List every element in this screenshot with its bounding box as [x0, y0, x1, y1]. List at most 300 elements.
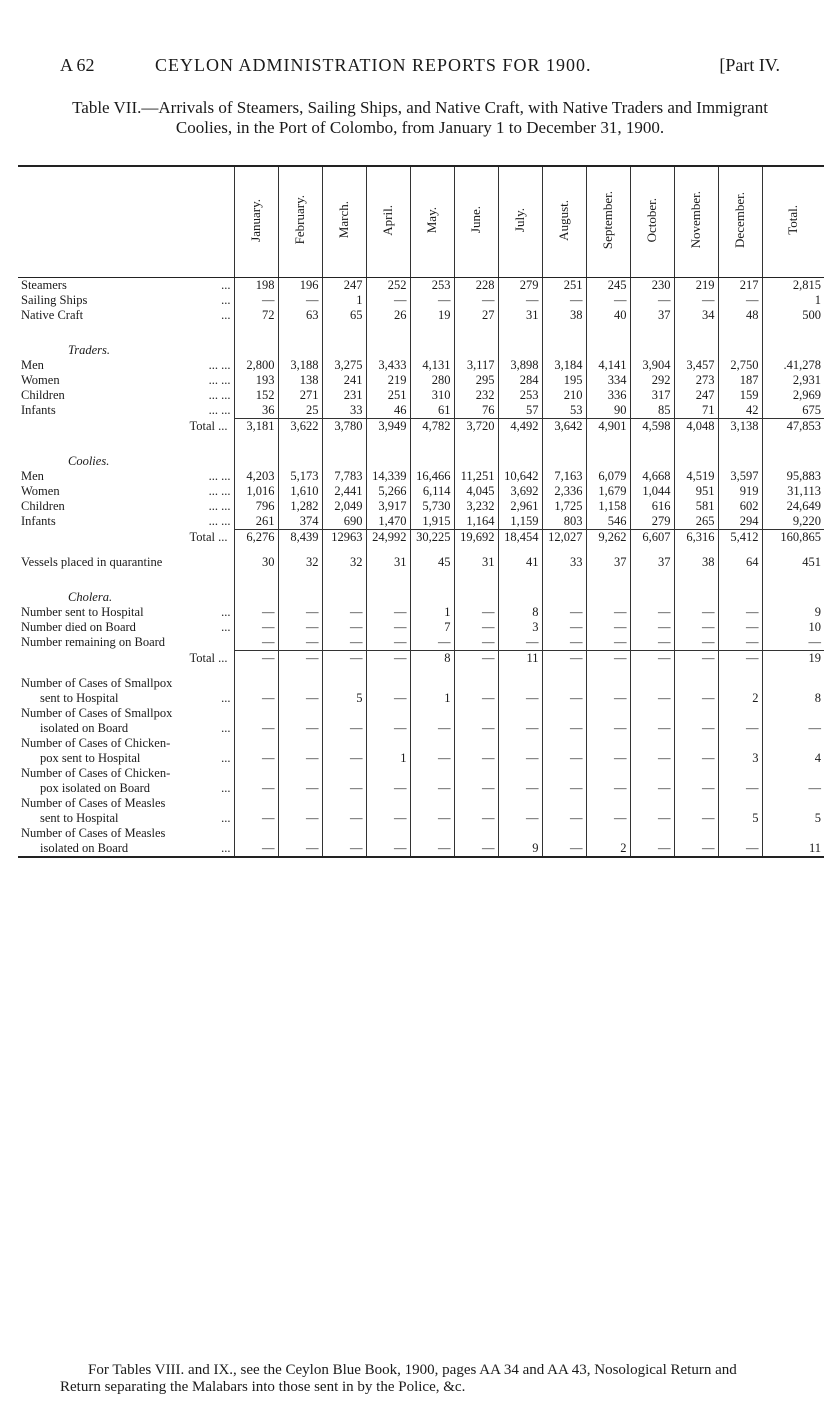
table-cell: — — [674, 293, 718, 308]
leader-dots: ... ... — [208, 514, 231, 529]
table-row — [18, 358, 824, 373]
table-cell: — — [410, 751, 454, 766]
table-cell: — — [498, 811, 542, 826]
arrivals-table — [18, 165, 824, 858]
table-row — [18, 555, 824, 570]
table-cell: 1 — [762, 293, 824, 308]
table-cell: 53 — [542, 403, 586, 419]
table-cell: 41 — [498, 555, 542, 570]
table-title: Table VII.—Arrivals of Steamers, Sailing Ships, and Native Craft, with Native Traders and Immigrant Coolies, in the Port of Colombo, from January 1 to December 31, 1900. — [72, 98, 768, 137]
table-cell: — — [498, 691, 542, 706]
part-label: [Part IV. — [719, 55, 780, 75]
row-label — [18, 403, 234, 419]
table-cell: 6,316 — [674, 530, 718, 546]
table-cell: — — [454, 635, 498, 651]
table-row — [18, 841, 824, 857]
table-cell: — — [718, 605, 762, 620]
table-cell: 265 — [674, 514, 718, 530]
table-cell: — — [542, 811, 586, 826]
leader-dots: ... ... — [208, 358, 231, 372]
table-row — [18, 469, 824, 484]
table-cell: 295 — [454, 373, 498, 388]
row-label — [18, 605, 234, 620]
table-cell: 31 — [498, 308, 542, 323]
table-cell: 196 — [278, 278, 322, 294]
table-cell: — — [322, 811, 366, 826]
row-label-text: Women — [21, 373, 60, 387]
column-header — [586, 166, 630, 278]
table-cell: 18,454 — [498, 530, 542, 546]
table-cell: 4 — [762, 751, 824, 766]
row-label-text: Women — [21, 484, 60, 498]
table-cell: 33 — [542, 555, 586, 570]
table-cell: 3,188 — [278, 358, 322, 373]
table-cell: 4,141 — [586, 358, 630, 373]
table-cell: 6,114 — [410, 484, 454, 499]
table-cell: 1,282 — [278, 499, 322, 514]
table-cell: 11,251 — [454, 469, 498, 484]
spacer-row — [18, 570, 824, 580]
table-cell: 24,992 — [366, 530, 410, 546]
table-cell: — — [278, 781, 322, 796]
table-cell: 3,457 — [674, 358, 718, 373]
table-cell: 3,433 — [366, 358, 410, 373]
column-header — [322, 166, 366, 278]
running-title: CEYLON ADMINISTRATION REPORTS FOR 1900. — [155, 55, 592, 75]
row-label-text: Number of Cases of Smallpox — [21, 706, 173, 720]
table-cell: 9 — [498, 841, 542, 857]
row-label — [18, 469, 234, 484]
row-label-text: Children — [21, 388, 65, 402]
row-label — [18, 635, 234, 651]
table-cell: 247 — [674, 388, 718, 403]
leader-dots: ... — [221, 308, 231, 322]
column-header-label: July. — [512, 207, 527, 233]
table-cell: 71 — [674, 403, 718, 419]
row-label — [18, 706, 234, 721]
table-cell: — — [322, 605, 366, 620]
table-cell: 5,173 — [278, 469, 322, 484]
row-label — [18, 691, 234, 706]
table-row — [18, 811, 824, 826]
table-cell: — — [498, 751, 542, 766]
table-cell: 9 — [762, 605, 824, 620]
table-cell: — — [234, 721, 278, 736]
table-cell: 3,597 — [718, 469, 762, 484]
row-label — [18, 811, 234, 826]
row-label-text: Total ... — [189, 650, 228, 665]
table-cell: 61 — [410, 403, 454, 419]
table-cell: — — [322, 651, 366, 667]
table-cell: — — [542, 721, 586, 736]
table-cell: — — [366, 651, 410, 667]
table-cell: 9,220 — [762, 514, 824, 530]
table-cell: 247 — [322, 278, 366, 294]
table-cell: 65 — [322, 308, 366, 323]
table-cell: 1,159 — [498, 514, 542, 530]
table-cell: — — [410, 811, 454, 826]
page-number: A 62 — [60, 55, 95, 75]
row-label — [18, 530, 234, 546]
table-cell: — — [278, 293, 322, 308]
table-cell: 198 — [234, 278, 278, 294]
table-cell: 951 — [674, 484, 718, 499]
table-cell: 1,725 — [542, 499, 586, 514]
column-header-label: September. — [600, 190, 615, 250]
table-cell: — — [718, 721, 762, 736]
table-cell: 4,519 — [674, 469, 718, 484]
table-cell: — — [454, 841, 498, 857]
table-cell: 48 — [718, 308, 762, 323]
table-cell: 228 — [454, 278, 498, 294]
column-header-label: June. — [468, 206, 483, 234]
column-header — [718, 166, 762, 278]
table-cell: 3,898 — [498, 358, 542, 373]
table-cell: 261 — [234, 514, 278, 530]
row-label-text: Number of Cases of Chicken- — [21, 766, 171, 780]
row-label — [18, 555, 234, 570]
row-label-text: Number sent to Hospital — [21, 605, 144, 619]
table-cell: 90 — [586, 403, 630, 419]
row-label-text: Sailing Ships — [21, 293, 88, 307]
table-cell: 334 — [586, 373, 630, 388]
table-cell: 241 — [322, 373, 366, 388]
table-cell: 252 — [366, 278, 410, 294]
table-cell: 30 — [234, 555, 278, 570]
column-header-label: November. — [688, 191, 703, 249]
table-cell: — — [498, 721, 542, 736]
table-cell: 76 — [454, 403, 498, 419]
table-cell: — — [410, 635, 454, 651]
table-cell: — — [674, 635, 718, 651]
table-cell: 273 — [674, 373, 718, 388]
table-cell: 10 — [762, 620, 824, 635]
table-row — [18, 691, 824, 706]
row-label-text: Infants — [21, 514, 56, 529]
leader-dots: ... — [221, 721, 231, 735]
table-cell: 8,439 — [278, 530, 322, 546]
column-header-label: December. — [732, 192, 747, 248]
table-row — [18, 620, 824, 635]
table-row — [18, 388, 824, 403]
table-cell: 310 — [410, 388, 454, 403]
table-cell: 8 — [762, 691, 824, 706]
row-label-text: Men — [21, 358, 44, 372]
row-label-text: sent to Hospital — [40, 691, 119, 705]
row-label-text: Men — [21, 469, 44, 483]
row-label-text: Number of Cases of Measles — [21, 826, 166, 840]
table-cell: 5,730 — [410, 499, 454, 514]
table-cell: — — [630, 635, 674, 651]
table-cell: — — [454, 293, 498, 308]
column-header-label: October. — [644, 197, 659, 243]
table-cell: — — [322, 620, 366, 635]
table-cell: 6,079 — [586, 469, 630, 484]
table-cell: — — [454, 605, 498, 620]
table-cell: — — [366, 620, 410, 635]
table-cell: 32 — [322, 555, 366, 570]
table-cell: 3,904 — [630, 358, 674, 373]
table-row — [18, 308, 824, 323]
total-row — [18, 651, 824, 667]
column-header — [630, 166, 674, 278]
table-cell: — — [498, 293, 542, 308]
table-cell: 5,266 — [366, 484, 410, 499]
table-cell: — — [454, 751, 498, 766]
table-cell: — — [366, 841, 410, 857]
table-cell: — — [762, 635, 824, 651]
row-label — [18, 590, 234, 605]
table-cell: 10,642 — [498, 469, 542, 484]
table-cell: 7,783 — [322, 469, 366, 484]
row-label — [18, 620, 234, 635]
table-cell: 16,466 — [410, 469, 454, 484]
table-cell: — — [718, 620, 762, 635]
row-label — [18, 388, 234, 403]
table-cell: 2,336 — [542, 484, 586, 499]
table-cell: 1,470 — [366, 514, 410, 530]
table-cell: 4,492 — [498, 419, 542, 435]
row-label-text: Number of Cases of Measles — [21, 796, 166, 810]
table-cell: — — [630, 721, 674, 736]
table-cell: 12,027 — [542, 530, 586, 546]
table-cell: — — [586, 721, 630, 736]
table-cell: 3,117 — [454, 358, 498, 373]
table-cell: — — [234, 635, 278, 651]
table-cell: 4,045 — [454, 484, 498, 499]
table-cell: — — [366, 293, 410, 308]
table-cell: — — [674, 721, 718, 736]
table-cell: 253 — [410, 278, 454, 294]
section-heading-row — [18, 454, 824, 469]
table-cell: 6,276 — [234, 530, 278, 546]
table-cell: 85 — [630, 403, 674, 419]
table-cell: — — [278, 635, 322, 651]
table-cell: 37 — [630, 555, 674, 570]
table-cell: — — [366, 691, 410, 706]
table-cell: 25 — [278, 403, 322, 419]
table-cell: 4,131 — [410, 358, 454, 373]
table-cell: 5 — [762, 811, 824, 826]
table-cell: — — [718, 841, 762, 857]
table-row — [18, 826, 824, 841]
table-cell: 3,949 — [366, 419, 410, 435]
leader-dots: ... — [221, 278, 231, 292]
table-cell: 8 — [410, 651, 454, 667]
table-cell: 1,044 — [630, 484, 674, 499]
column-header — [410, 166, 454, 278]
leader-dots: ... ... — [208, 484, 231, 498]
table-cell: — — [322, 635, 366, 651]
column-header — [366, 166, 410, 278]
table-cell: 3,622 — [278, 419, 322, 435]
table-cell: 47,853 — [762, 419, 824, 435]
column-header-label: March. — [336, 201, 351, 239]
table-cell: 210 — [542, 388, 586, 403]
table-cell: 602 — [718, 499, 762, 514]
table-cell: — — [542, 751, 586, 766]
table-cell: — — [630, 841, 674, 857]
table-cell: — — [718, 781, 762, 796]
table-cell: — — [322, 841, 366, 857]
column-header-label: August. — [556, 199, 571, 241]
row-label-text: Native Craft — [21, 308, 84, 322]
leader-dots: ... — [221, 781, 231, 795]
leader-dots: ... — [221, 605, 231, 619]
row-label-text: pox sent to Hospital — [40, 751, 141, 765]
table-cell: — — [322, 751, 366, 766]
table-cell: — — [586, 781, 630, 796]
row-label-text: isolated on Board — [40, 841, 129, 855]
table-cell: 1 — [410, 605, 454, 620]
table-cell: 219 — [674, 278, 718, 294]
table-cell: — — [542, 635, 586, 651]
total-row — [18, 530, 824, 546]
table-row — [18, 751, 824, 766]
table-cell: 5 — [322, 691, 366, 706]
table-cell: 12963 — [322, 530, 366, 546]
table-cell: 2 — [586, 841, 630, 857]
table-cell: — — [586, 635, 630, 651]
table-cell: 38 — [542, 308, 586, 323]
row-label-text: isolated on Board — [40, 721, 129, 735]
table-cell: 33 — [322, 403, 366, 419]
table-cell: — — [586, 811, 630, 826]
table-cell: 46 — [366, 403, 410, 419]
table-cell: — — [454, 620, 498, 635]
row-label-text: Number of Cases of Chicken- — [21, 736, 171, 750]
table-cell: 2,815 — [762, 278, 824, 294]
table-row — [18, 514, 824, 530]
table-row — [18, 676, 824, 691]
leader-dots: ... — [221, 293, 231, 307]
table-cell: — — [586, 691, 630, 706]
leader-dots: ... — [221, 691, 231, 705]
table-cell: — — [630, 651, 674, 667]
table-cell: 284 — [498, 373, 542, 388]
table-cell: 1,158 — [586, 499, 630, 514]
table-cell: 30,225 — [410, 530, 454, 546]
section-heading-row — [18, 590, 824, 605]
row-label — [18, 676, 234, 691]
table-cell: 4,598 — [630, 419, 674, 435]
table-cell: 26 — [366, 308, 410, 323]
table-cell: — — [542, 293, 586, 308]
table-cell: — — [674, 620, 718, 635]
table-cell: .41,278 — [762, 358, 824, 373]
table-cell: — — [366, 781, 410, 796]
table-cell: 34 — [674, 308, 718, 323]
footnote: For Tables VIII. and IX., see the Ceylon Blue Book, 1900, pages AA 34 and AA 43, Nosological Return and Return separating the Malabars into those sent in by the Police, &c. — [60, 1362, 737, 1395]
leader-dots: ... — [221, 841, 231, 855]
column-header-label: May. — [424, 206, 439, 234]
table-cell: — — [234, 691, 278, 706]
table-cell: 803 — [542, 514, 586, 530]
row-label-text: Number died on Board — [21, 620, 136, 634]
row-label — [18, 766, 234, 781]
table-cell: 3,275 — [322, 358, 366, 373]
table-cell: — — [278, 751, 322, 766]
spacer-row — [18, 666, 824, 676]
table-cell: — — [586, 751, 630, 766]
table-cell: 27 — [454, 308, 498, 323]
page-header — [60, 55, 780, 79]
table-cell: 1 — [410, 691, 454, 706]
table-cell: 36 — [234, 403, 278, 419]
table-cell: — — [498, 781, 542, 796]
table-row — [18, 721, 824, 736]
table-cell: — — [762, 781, 824, 796]
table-cell: — — [234, 651, 278, 667]
row-label — [18, 308, 234, 323]
table-cell: 5,412 — [718, 530, 762, 546]
table-cell: 5 — [718, 811, 762, 826]
table-cell: 1,610 — [278, 484, 322, 499]
table-cell: 42 — [718, 403, 762, 419]
table-cell: 3,138 — [718, 419, 762, 435]
table-cell: 40 — [586, 308, 630, 323]
row-label-text: Coolies. — [68, 454, 110, 468]
table-cell: 3,917 — [366, 499, 410, 514]
table-cell: — — [278, 605, 322, 620]
table-cell: 8 — [498, 605, 542, 620]
column-header-label: Total. — [785, 205, 801, 235]
row-label-text: Total ... — [189, 529, 228, 544]
table-cell: 3 — [718, 751, 762, 766]
table-cell: 63 — [278, 308, 322, 323]
row-label — [18, 781, 234, 796]
table-cell: 11 — [762, 841, 824, 857]
row-label-text: Cholera. — [68, 590, 113, 604]
total-row — [18, 419, 824, 435]
table-cell: — — [322, 721, 366, 736]
column-header — [278, 166, 322, 278]
row-label — [18, 651, 234, 667]
spacer-row — [18, 333, 824, 343]
table-cell: — — [586, 620, 630, 635]
table-cell: 64 — [718, 555, 762, 570]
column-header-row — [18, 166, 824, 278]
table-cell: 24,649 — [762, 499, 824, 514]
table-cell: — — [674, 751, 718, 766]
table-cell: — — [630, 781, 674, 796]
row-label — [18, 419, 234, 435]
table-cell: — — [234, 841, 278, 857]
row-label — [18, 796, 234, 811]
table-row — [18, 781, 824, 796]
table-cell: 2,049 — [322, 499, 366, 514]
table-cell: — — [542, 605, 586, 620]
table-cell: 451 — [762, 555, 824, 570]
table-cell: — — [410, 781, 454, 796]
leader-dots: ... — [221, 620, 231, 634]
spacer-row — [18, 580, 824, 590]
table-body — [18, 278, 824, 858]
table-cell: — — [718, 651, 762, 667]
table-cell: 546 — [586, 514, 630, 530]
row-label — [18, 484, 234, 499]
table-cell: — — [762, 721, 824, 736]
row-label — [18, 343, 234, 358]
spacer-row — [18, 444, 824, 454]
row-label-text: Number remaining on Board — [21, 635, 166, 650]
table-cell: 219 — [366, 373, 410, 388]
table-cell: 2,800 — [234, 358, 278, 373]
table-cell: 152 — [234, 388, 278, 403]
leader-dots: ... ... — [208, 469, 231, 483]
table-cell: 4,048 — [674, 419, 718, 435]
row-label — [18, 751, 234, 766]
